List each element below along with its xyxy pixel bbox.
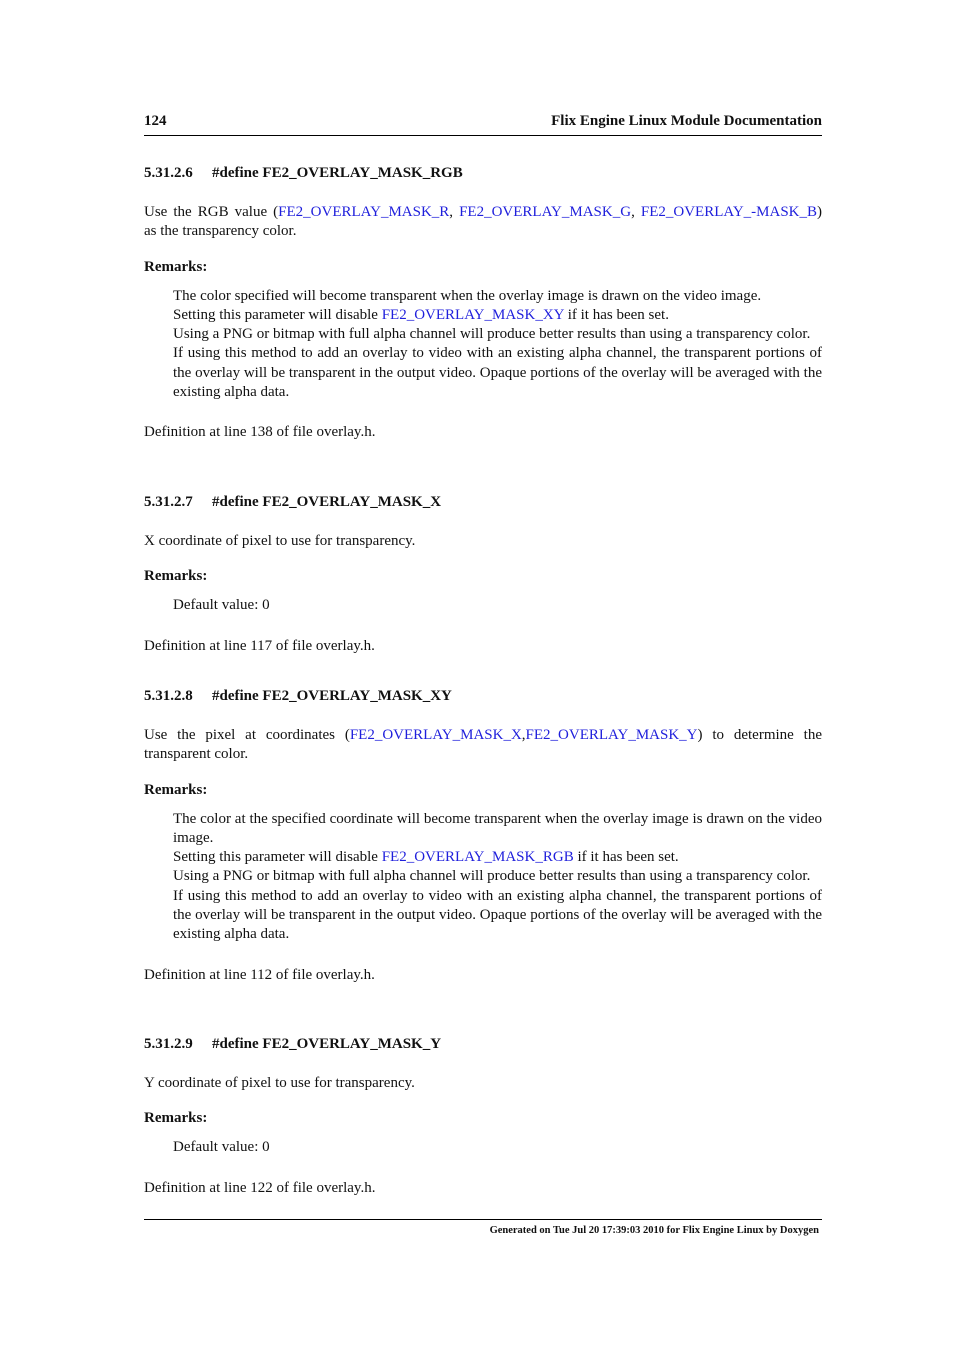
section-description: [144, 203, 822, 242]
remarks-label: Remarks:: [144, 781, 208, 798]
remark-line: The color specified will become transparent when the overlay image is drawn on the video image.: [173, 287, 762, 304]
header-title: Flix Engine Linux Module Documentation: [551, 113, 822, 129]
remarks-body: [173, 596, 822, 615]
link-mask-g[interactable]: FE2_OVERLAY_MASK_G: [459, 204, 632, 220]
desc-text: ) as the transparency color.: [144, 204, 822, 240]
link-mask-r[interactable]: FE2_OVERLAY_MASK_R: [278, 204, 450, 220]
section-heading: [144, 687, 822, 705]
section-heading: [144, 164, 822, 182]
section-title: #define FE2_OVERLAY_MASK_XY: [212, 688, 452, 704]
remark-line: Using a PNG or bitmap with full alpha channel will produce better results than using a transparency color.: [173, 326, 811, 343]
section-number: 5.31.2.9: [144, 1036, 193, 1052]
link-mask-y[interactable]: FE2_OVERLAY_MASK_Y: [525, 727, 698, 743]
link-mask-rgb[interactable]: FE2_OVERLAY_MASK_RGB: [381, 849, 574, 866]
page-footer: [144, 1219, 822, 1236]
page-header: [144, 113, 822, 136]
desc-text: ) to determine the transparent color.: [144, 727, 822, 763]
section-number: 5.31.2.7: [144, 494, 193, 510]
remark-line: Using a PNG or bitmap with full alpha channel will produce better results than using a transparency color.: [173, 868, 811, 885]
definition-line: Definition at line 112 of file overlay.h.: [144, 966, 375, 983]
page-number: 124: [144, 113, 167, 129]
section-mask-y: [144, 1035, 822, 1198]
footer-text: Generated on Tue Jul 20 17:39:03 2010 for Flix Engine Linux by Doxygen: [489, 1225, 819, 1236]
section-heading: [144, 493, 822, 511]
remark-line: If using this method to add an overlay to video with an existing alpha channel, the transparent portions of the overlay will be transparent in the output video. Opaque portions of the overlay will be averaged with the existing alpha data.: [173, 345, 822, 401]
desc-text: Use the pixel at coordinates (: [144, 727, 350, 743]
remark-text: if it has been set.: [573, 849, 679, 866]
remark-text: Setting this parameter will disable: [173, 306, 382, 323]
definition-line: Definition at line 138 of file overlay.h.: [144, 424, 376, 441]
remark-line: Default value: 0: [173, 597, 270, 614]
section-description: Y coordinate of pixel to use for transparency.: [144, 1075, 415, 1091]
definition-line: Definition at line 117 of file overlay.h.: [144, 637, 375, 654]
remarks-label: Remarks:: [144, 568, 208, 585]
desc-sep: ,: [631, 204, 641, 220]
section-number: 5.31.2.8: [144, 688, 193, 704]
definition-line: Definition at line 122 of file overlay.h.: [144, 1179, 376, 1196]
section-mask-xy: [144, 687, 822, 985]
remarks-body: [173, 287, 822, 403]
section-title: #define FE2_OVERLAY_MASK_RGB: [212, 165, 463, 181]
desc-sep: ,: [449, 204, 460, 220]
remark-text: if it has been set.: [563, 306, 669, 323]
link-mask-x[interactable]: FE2_OVERLAY_MASK_X: [349, 727, 522, 743]
section-title: #define FE2_OVERLAY_MASK_X: [212, 494, 442, 510]
desc-sep: ,: [521, 727, 526, 743]
section-heading: [144, 1035, 822, 1053]
desc-text: Use the RGB value (: [144, 204, 279, 220]
link-mask-xy[interactable]: FE2_OVERLAY_MASK_XY: [381, 306, 564, 323]
section-mask-x: [144, 493, 822, 656]
remark-line: Default value: 0: [173, 1139, 270, 1156]
section-title: #define FE2_OVERLAY_MASK_Y: [212, 1036, 442, 1052]
remarks-body: [173, 810, 822, 945]
section-number: 5.31.2.6: [144, 165, 193, 181]
remark-line: If using this method to add an overlay to video with an existing alpha channel, the transparent portions of the overlay will be transparent in the output video. Opaque portions of the overlay will be averaged with the existing alpha data.: [173, 887, 822, 943]
remarks-body: [173, 1138, 822, 1157]
section-description: [144, 726, 822, 765]
link-mask-b[interactable]: FE2_OVERLAY_-MASK_B: [640, 204, 817, 220]
section-mask-rgb: [144, 164, 822, 443]
remark-line: [173, 306, 822, 325]
section-description: X coordinate of pixel to use for transparency.: [144, 533, 416, 549]
remark-text: Setting this parameter will disable: [173, 849, 382, 866]
remarks-label: Remarks:: [144, 258, 208, 275]
remarks-label: Remarks:: [144, 1110, 208, 1127]
remark-line: The color at the specified coordinate will become transparent when the overlay image is drawn on the video image.: [173, 810, 822, 846]
remark-line: [173, 848, 822, 867]
